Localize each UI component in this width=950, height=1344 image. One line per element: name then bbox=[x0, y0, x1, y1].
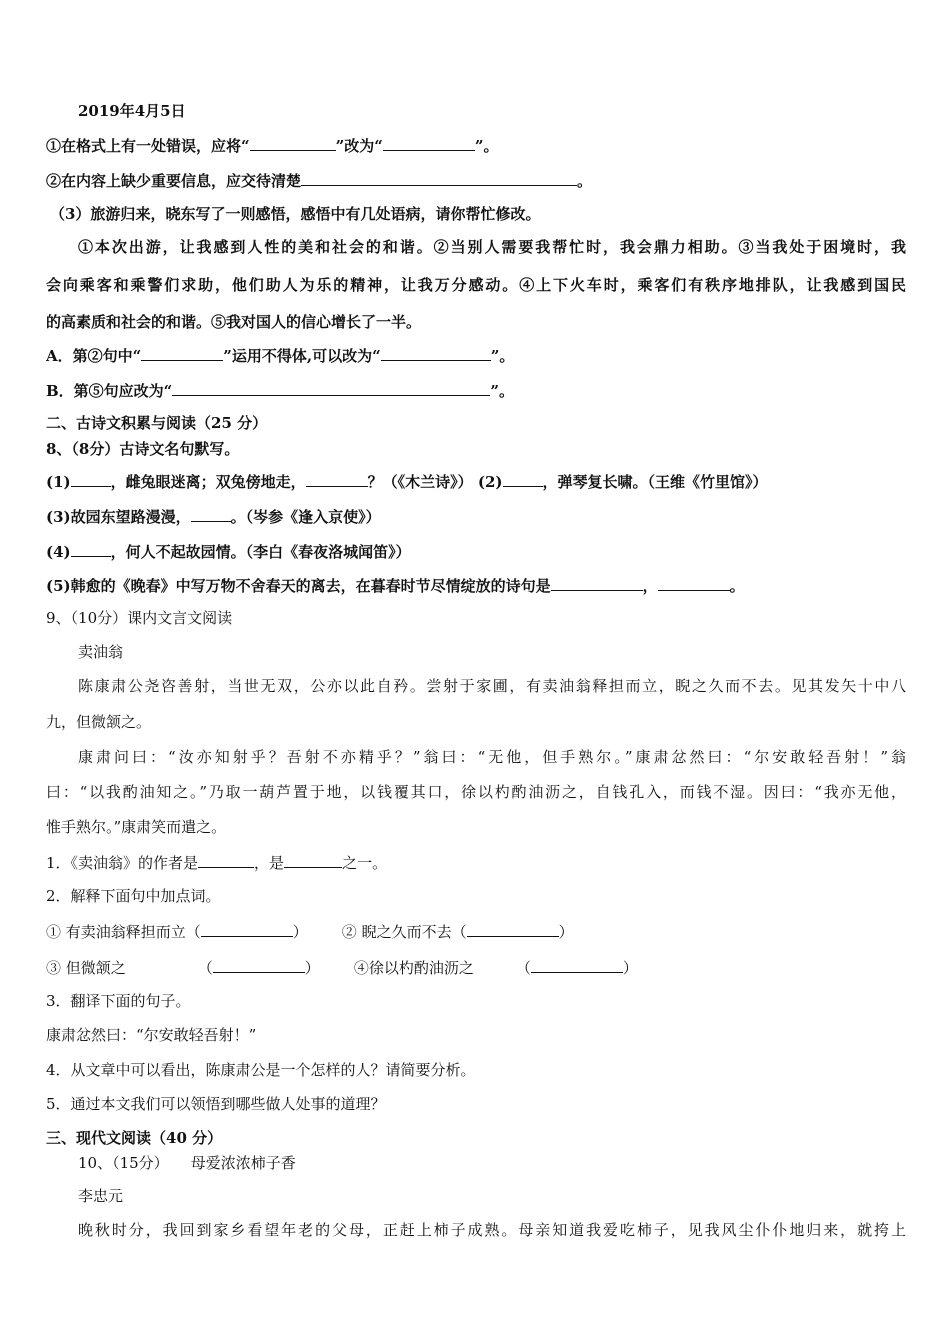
poem-line-4 bbox=[46, 541, 906, 562]
text: ） bbox=[558, 923, 574, 941]
text: ”。 bbox=[490, 382, 514, 400]
content-missing-line bbox=[46, 170, 906, 191]
answer-blank[interactable] bbox=[71, 541, 111, 557]
text: (1) bbox=[46, 473, 71, 491]
text: 晚秋时分，我回到家乡看望年老的父母，正赶上柿子成熟。母亲知道我爱吃柿子，见我风尘仆仆地归来，就挎上 bbox=[78, 1221, 906, 1239]
sub-question-1 bbox=[46, 852, 906, 873]
text: B．第⑤句应改为“ bbox=[46, 382, 173, 400]
text: 九，但微颔之。 bbox=[46, 713, 152, 731]
text: (5)韩愈的《晚春》中写万物不舍春天的离去，在暮春时节尽情绽放的诗句是 bbox=[46, 577, 551, 595]
text: 李忠元 bbox=[78, 1187, 124, 1205]
sub-question-2-items-a bbox=[46, 921, 906, 942]
text: 三、现代文阅读（40 分） bbox=[46, 1129, 223, 1147]
text: 2．解释下面句中加点词。 bbox=[46, 887, 221, 905]
answer-blank[interactable] bbox=[172, 380, 490, 396]
text: ② 睨之久而不去（ bbox=[341, 923, 467, 941]
sub-question-2 bbox=[46, 886, 906, 906]
text: ①在格式上有一处错误，应将“ bbox=[46, 137, 250, 155]
answer-blank[interactable] bbox=[191, 506, 231, 522]
classical-passage-line bbox=[46, 712, 906, 732]
answer-blank[interactable] bbox=[551, 575, 643, 591]
answer-blank[interactable] bbox=[141, 345, 223, 361]
passage-line bbox=[46, 275, 906, 295]
text: 4．从文章中可以看出，陈康肃公是一个怎样的人？请简要分析。 bbox=[46, 1061, 476, 1079]
text: (3)故园东望路漫漫， bbox=[46, 508, 191, 526]
sub-question-2-items-b bbox=[46, 957, 906, 978]
sub-question-3 bbox=[46, 991, 906, 1011]
answer-blank[interactable] bbox=[503, 471, 543, 487]
text: 康肃忿然曰：“尔安敢轻吾射！” bbox=[46, 1026, 257, 1044]
question-8-heading bbox=[46, 439, 906, 459]
text: A．第②句中“ bbox=[46, 347, 142, 365]
passage-title bbox=[78, 642, 906, 662]
text: 。 bbox=[729, 577, 745, 595]
text: ”。 bbox=[490, 347, 515, 365]
article-title: 母爱浓浓柿子香 bbox=[190, 1154, 296, 1172]
classical-passage-line bbox=[78, 676, 906, 696]
text: 曰：“以我酌油知之。”乃取一葫芦置于地，以钱覆其口，徐以杓酌油沥之，自钱孔入，而钱不湿。因曰：“我亦无他， bbox=[46, 783, 906, 801]
article-author bbox=[78, 1186, 906, 1206]
classical-passage-line bbox=[46, 817, 906, 837]
text: 3．翻译下面的句子。 bbox=[46, 992, 191, 1010]
text: 康肃问曰：“汝亦知射乎？吾射不亦精乎？”翁曰：“无他，但手熟尔。”康肃忿然曰：“尔安敢轻吾射！”翁 bbox=[78, 748, 906, 766]
answer-blank[interactable] bbox=[467, 921, 559, 937]
classical-passage-line bbox=[78, 747, 906, 767]
text: ”。 bbox=[474, 137, 499, 155]
answer-blank[interactable] bbox=[250, 135, 336, 151]
text: ？（《木兰诗》） (2) bbox=[367, 473, 503, 491]
text: 10、（15分） bbox=[78, 1154, 169, 1172]
translate-sentence bbox=[46, 1025, 906, 1045]
answer-blank[interactable] bbox=[381, 345, 491, 361]
text: ① 有卖油翁释担而立（ bbox=[46, 923, 201, 941]
poem-line-1 bbox=[46, 471, 906, 492]
answer-blank[interactable] bbox=[71, 471, 111, 487]
text: 的高素质和社会的和谐。⑤我对国人的信心增长了一半。 bbox=[46, 313, 422, 331]
text: 9、（10分）课内文言文阅读 bbox=[46, 609, 233, 627]
text: ”运用不得体,可以改为“ bbox=[223, 347, 381, 365]
text: 会向乘客和乘警们求助，他们助人为乐的精神，让我万分感动。④上下火车时，乘客们有秩序地排队，让我感到国民 bbox=[46, 276, 906, 294]
text: 惟手熟尔。”康肃笑而遣之。 bbox=[46, 818, 227, 836]
passage-line bbox=[78, 237, 906, 257]
answer-blank[interactable] bbox=[284, 852, 342, 868]
sub-question-5 bbox=[46, 1094, 906, 1114]
option-a-line bbox=[46, 345, 906, 366]
date-text: 2019年4月5日 bbox=[78, 102, 186, 120]
text: ①本次出游，让我感到人性的美和社会的和谐。②当别人需要我帮忙时，我会鼎力相助。③当我处于困境时，我 bbox=[78, 238, 906, 256]
text: （3）旅游归来，晓东写了一则感悟，感悟中有几处语病，请你帮忙修改。 bbox=[50, 205, 541, 223]
text: 。 bbox=[577, 172, 593, 190]
text: （ bbox=[197, 959, 213, 977]
answer-blank[interactable] bbox=[198, 852, 254, 868]
text: ，雌兔眼迷离；双兔傍地走， bbox=[110, 473, 306, 491]
answer-blank[interactable] bbox=[201, 921, 293, 937]
text: 之一。 bbox=[342, 854, 388, 872]
text: 5．通过本文我们可以领悟到哪些做人处事的道理？ bbox=[46, 1095, 386, 1113]
text: ，是 bbox=[254, 854, 285, 872]
answer-blank[interactable] bbox=[301, 170, 577, 186]
answer-blank[interactable] bbox=[213, 957, 305, 973]
passage-line bbox=[46, 312, 906, 332]
answer-blank[interactable] bbox=[306, 471, 368, 487]
question-10-heading bbox=[78, 1153, 906, 1173]
text: ，弹琴复长啸。（王维《竹里馆》） bbox=[542, 473, 768, 491]
sub-question-4 bbox=[46, 1060, 906, 1080]
text: 。（岑参《逢入京使》） bbox=[230, 508, 381, 526]
date-line bbox=[78, 101, 906, 121]
format-error-line bbox=[46, 135, 906, 156]
text: ，何人不起故园情。（李白《春夜洛城闻笛》） bbox=[110, 543, 411, 561]
answer-blank[interactable] bbox=[658, 575, 730, 591]
text: ， bbox=[642, 577, 658, 595]
text: （ bbox=[515, 959, 531, 977]
section-2-heading bbox=[46, 413, 906, 433]
text: 二、古诗文积累与阅读（25 分） bbox=[46, 414, 268, 432]
poem-line-5 bbox=[46, 575, 906, 596]
text: ④徐以杓酌油沥之 bbox=[353, 959, 474, 977]
text: ） bbox=[622, 959, 638, 977]
answer-blank[interactable] bbox=[383, 135, 475, 151]
text: ”改为“ bbox=[335, 137, 383, 155]
text: ） bbox=[304, 959, 320, 977]
text: 1．《卖油翁》的作者是 bbox=[46, 854, 199, 872]
text: ③ 但微颔之 bbox=[46, 959, 126, 977]
poem-line-3 bbox=[46, 506, 906, 527]
text: (4) bbox=[46, 543, 71, 561]
text: ） bbox=[292, 923, 308, 941]
answer-blank[interactable] bbox=[531, 957, 623, 973]
text: ②在内容上缺少重要信息，应交待清楚 bbox=[46, 172, 302, 190]
section-3-heading bbox=[46, 1128, 906, 1148]
question-3-line bbox=[50, 204, 906, 224]
option-b-line bbox=[46, 380, 906, 401]
text: 8、（8分）古诗文名句默写。 bbox=[46, 440, 240, 458]
classical-passage-line bbox=[46, 782, 906, 802]
article-paragraph-line bbox=[78, 1220, 906, 1240]
text: 卖油翁 bbox=[78, 643, 124, 661]
text: 陈康肃公尧咨善射，当世无双，公亦以此自矜。尝射于家圃，有卖油翁释担而立，睨之久而不去。见其发矢十中八 bbox=[78, 677, 906, 695]
question-9-heading bbox=[46, 608, 906, 628]
